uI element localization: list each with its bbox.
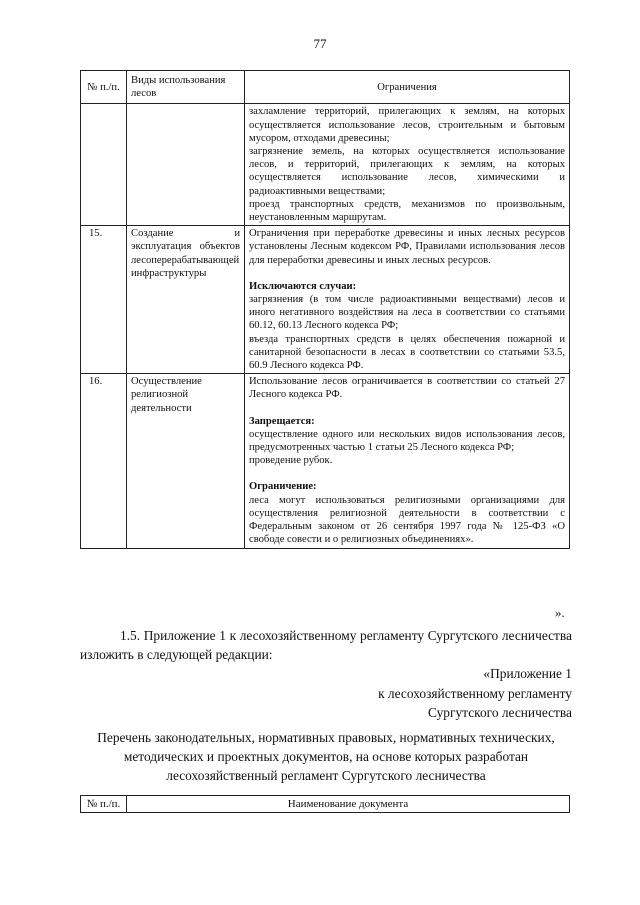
page-number: 77 <box>313 36 327 51</box>
header-number: № п./п. <box>81 71 127 104</box>
appendix-line-3: Сургутского лесничества <box>428 705 572 720</box>
document-list-heading: Перечень законодательных, нормативных правовых, нормативных технических, методических и проектных документов, на основе которых разработан лесохозяйственный регламент Сургутского лесничества <box>97 730 555 783</box>
documents-header-number: № п./п. <box>81 796 127 813</box>
continuation-line-3: проезд транспортных средств, механизмов по произвольным, неустановленным маршрутам. <box>249 198 565 224</box>
continuation-line-1: захламление территорий, прилегающих к землям, на которых осуществляется использование лесов, строительным и бытовым мусором, отходами древесины; <box>249 106 565 144</box>
row16-prohibited-title: Запрещается: <box>249 415 315 427</box>
closing-quote: ». <box>555 605 565 620</box>
row16-prohibited-2: проведение рубок. <box>249 455 333 467</box>
row16-prohibited-1: осуществление одного или нескольких видов использования лесов, предусмотренных частью 1 статьи 25 Лесного кодекса РФ; <box>249 428 565 454</box>
appendix-line-2: к лесохозяйственному регламенту <box>378 685 572 701</box>
row16-usage-type: Осуществление религиозной деятельности <box>127 374 245 548</box>
table-row-continuation <box>81 104 570 226</box>
row15-exceptions-title: Исключаются случаи: <box>249 280 357 292</box>
row15-exception-2: въезда транспортных средств в целях обеспечения пожарной и санитарной безопасности в лесах в соответствии со статьями 53.5, 60.9 Лесного кодекса РФ. <box>249 333 565 372</box>
table-row-15 <box>81 226 570 374</box>
documents-table <box>80 795 570 813</box>
row16-restriction-title: Ограничение: <box>249 481 317 493</box>
row15-number: 15. <box>81 226 127 374</box>
row15-exception-1: загрязнения (в том числе радиоактивными веществами) лесов и иного негативного воздействия на леса в соответствии со статьями 60.12, 60.13 Лесного кодекса РФ; <box>249 294 565 332</box>
row15-usage-type: Создание и эксплуатация объектов лесоперерабатывающей инфраструктуры <box>127 226 245 374</box>
continuation-line-2: загрязнение земель, на которых осуществляется использование лесов, и территорий, прилегающих к землям, на которых осуществляется использование лесов, химическими и радиоактивными веществами; <box>249 146 565 197</box>
row15-intro: Ограничения при переработке древесины и иных лесных ресурсов установлены Лесным кодексом РФ, Правилами использования лесов для переработки древесины и иных лесных ресурсов. <box>249 228 565 266</box>
row16-number: 16. <box>81 374 127 548</box>
restrictions-table <box>80 70 570 549</box>
header-usage-type: Виды использования лесов <box>127 71 245 104</box>
appendix-caption <box>378 664 572 723</box>
header-restrictions: Ограничения <box>245 71 570 104</box>
table-header-row <box>81 71 570 104</box>
amendment-paragraph: 1.5. Приложение 1 к лесохозяйственному регламенту Сургутского лесничества изложить в следующей редакции: <box>80 628 572 662</box>
documents-header-name: Наименование документа <box>127 796 570 813</box>
row16-intro: Использование лесов ограничивается в соответствии со статьей 27 Лесного кодекса РФ. <box>249 376 565 401</box>
documents-table-header <box>81 796 570 813</box>
row16-restriction: леса могут использоваться религиозными организациями для осуществления религиозной деятельности в соответствии с Федеральным законом от 26 сентября 1997 года № 125-ФЗ «О свободе совести и о религиозных объединениях». <box>249 494 565 546</box>
table-row-16 <box>81 374 570 548</box>
appendix-line-1: «Приложение 1 <box>483 666 572 681</box>
